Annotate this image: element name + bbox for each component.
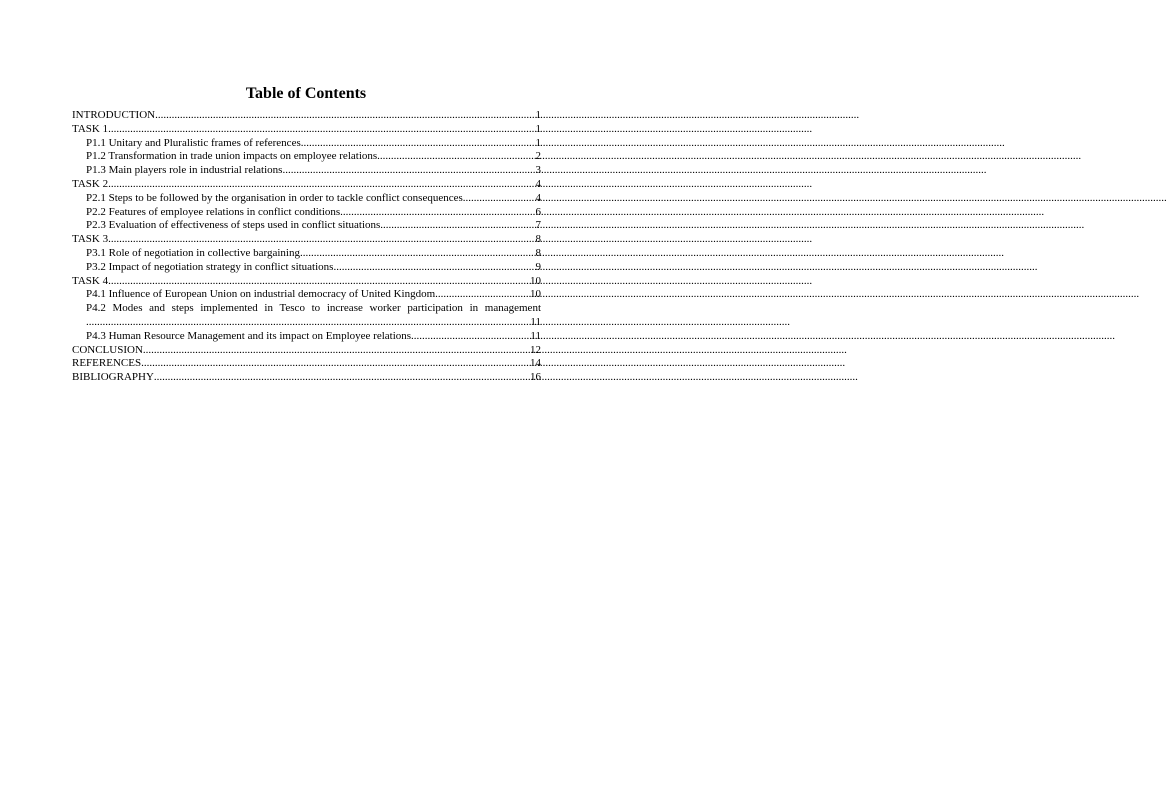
toc-entry-introduction[interactable] [72,109,541,123]
toc-entry-label: TASK 1 [72,122,109,135]
toc-entry-label: P3.1 Role of negotiation in collective bargaining [86,246,300,259]
toc-entry-page: 2 [535,150,541,163]
toc-entry-label: TASK 4 [72,274,109,287]
toc-leader [143,344,530,358]
toc-entry-p2-3[interactable] [72,219,541,233]
toc-entry-continuation [86,316,541,330]
toc-leader [141,357,530,371]
toc-entry-label: P2.2 Features of employee relations in conflict conditions [86,205,341,218]
toc-entry-label: TASK 3 [72,233,109,246]
toc-entry-references[interactable] [72,357,541,371]
toc-leader [333,261,535,275]
toc-entry-page: 12 [530,343,541,356]
toc-entry-p1-3[interactable] [72,164,541,178]
toc-entry-p3-1[interactable] [72,247,541,261]
toc-entry-label: BIBLIOGRAPHY [72,371,154,384]
toc-entry-p1-1[interactable] [72,137,541,151]
toc-leader [86,316,530,330]
toc-entry-label: CONCLUSION [72,343,143,356]
toc-entry-conclusion[interactable] [72,344,541,358]
toc-entry-page: 14 [530,357,541,370]
toc-entry-label: P1.1 Unitary and Pluralistic frames of references [86,136,301,149]
toc-leader [435,288,530,302]
toc-entry-bibliography[interactable] [72,371,541,385]
toc-entry-page: 8 [535,246,541,259]
toc-entry-task-3[interactable] [72,233,541,247]
toc-entry-task-4[interactable] [72,275,541,289]
toc-entry-p4-1[interactable] [72,288,541,302]
toc-leader [154,371,530,385]
toc-entry-page: 10 [530,288,541,301]
toc-leader [155,109,535,123]
toc-entry-label: P4.2 Modes and steps implemented in Tesco to increase worker participation in management [86,302,541,315]
toc-leader [108,178,535,192]
toc-leader [301,137,536,151]
toc-entry-page: 3 [535,164,541,177]
toc-entry-label: P2.3 Evaluation of effectiveness of steps used in conflict situations [86,219,381,232]
toc-entry-label: P1.2 Transformation in trade union impacts on employee relations [86,150,378,163]
toc-entry-label: P4.1 Influence of European Union on industrial democracy of United Kingdom [86,288,436,301]
toc-entry-page: 1 [535,136,541,149]
toc-entry-task-2[interactable] [72,178,541,192]
toc-entry-p2-2[interactable] [72,206,541,220]
toc-leader [282,164,535,178]
toc-entry-page: 9 [535,260,541,273]
toc-leader [108,123,535,137]
toc-leader [108,233,535,247]
toc-entry-p4-3[interactable] [72,330,541,344]
toc-entry-page: 16 [530,371,541,384]
toc-entry-label: INTRODUCTION [72,109,156,121]
toc-entry-page: 4 [535,191,541,204]
toc-leader [377,150,535,164]
toc-entry-label: P4.3 Human Resource Management and its impact on Employee relations [86,329,412,342]
toc-leader [340,206,535,220]
toc-entry-page: 1 [535,109,541,121]
toc-entry-page: 10 [530,274,541,287]
toc-leader [463,192,536,206]
toc-entry-p2-1[interactable] [72,192,541,206]
toc-entry-page: 11 [530,315,541,328]
toc-leader [411,330,530,344]
toc-entry-page: 6 [535,205,541,218]
toc-entry-page: 4 [535,177,541,190]
toc-entry-label: P3.2 Impact of negotiation strategy in conflict situations [86,260,334,273]
toc-entry-p1-2[interactable] [72,150,541,164]
toc-entry-page: 1 [535,122,541,135]
toc-leader [380,219,535,233]
toc-entry-task-1[interactable] [72,123,541,137]
toc-entry-p3-2[interactable] [72,261,541,275]
toc-entry-page: 11 [530,329,541,342]
toc-entry-label: P1.3 Main players role in industrial relations [86,164,283,177]
toc-entry-label: REFERENCES [72,357,142,370]
toc-leader [300,247,536,261]
toc-list [72,109,541,385]
toc-entry-label: P2.1 Steps to be followed by the organisation in order to tackle conflict consequences [86,191,463,204]
toc-entry-page: 8 [535,233,541,246]
toc-entry-page: 7 [535,219,541,232]
toc-leader [108,275,530,289]
toc-entry-label: TASK 2 [72,177,109,190]
toc-title: Table of Contents [245,85,367,102]
toc-entry-p4-2[interactable] [72,302,541,330]
